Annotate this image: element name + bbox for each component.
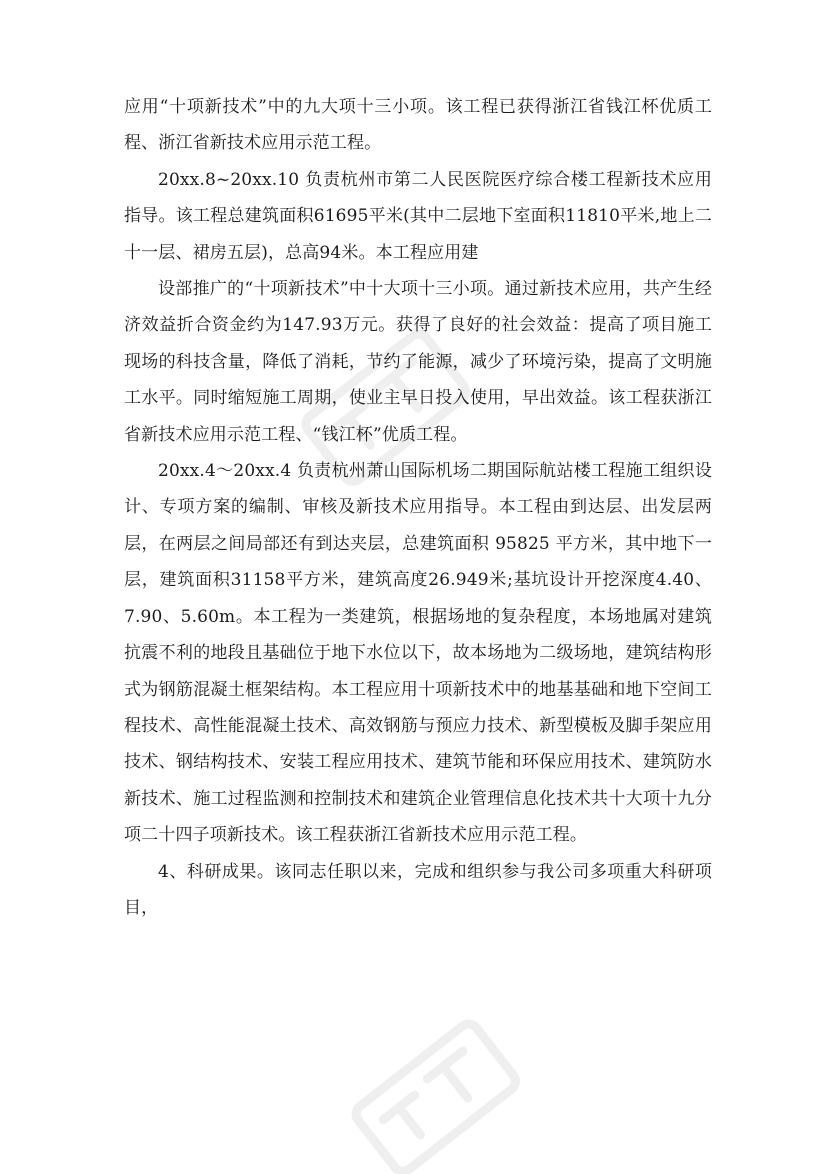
document-body: [124, 89, 712, 926]
paragraph-5: 4、科研成果。该同志任职以来，完成和组织参与我公司多项重大科研项目，: [124, 861, 712, 918]
paragraph-2: 20xx.8~20xx.10 负责杭州市第二人民医院医疗综合楼工程新技术应用指导。该工程总建筑面积61695平米(其中二层地下室面积11810平米,地上二十一层、裙房五层)，总高94米。本工程应用建: [124, 169, 712, 263]
paragraph-3: 设部推广的“十项新技术”中十大项十三小项。通过新技术应用，共产生经济效益折合资金约为147.93万元。获得了良好的社会效益：提高了项目施工现场的科技含量，降低了消耗，节约了能源，减少了环境污染，提高了文明施工水平。同时缩短施工周期，使业主早日投入使用，早出效益。该工程获浙江省新技术应用示范工程、“钱江杯”优质工程。: [124, 279, 712, 445]
paragraph-4: 20xx.4～20xx.4 负责杭州萧山国际机场二期国际航站楼工程施工组织设计、专项方案的编制、审核及新技术应用指导。本工程由到达层、出发层两层，在两层之间局部还有到达夹层，总建筑面积 95825 平方米，其中地下一层，建筑面积31158平方米，建筑高度26.949米;基坑设计开挖深度4.40、7.90、5.60m。本工程为一类建筑，根据场地的复杂程度，本场地属对建筑抗震不利的地段且基础位于地下水位以下，故本场地为二级场地，建筑结构形式为钢筋混凝土框架结构。本工程应用十项新技术中的地基基础和地下空间工程技术、高性能混凝土技术、高效钢筋与预应力技术、新型模板及脚手架应用技术、钢结构技术、安装工程应用技术、建筑节能和环保应用技术、建筑防水新技术、施工过程监测和控制技术和建筑企业管理信息化技术共十大项十九分项二十四子项新技术。该工程获浙江省新技术应用示范工程。: [124, 461, 712, 846]
paragraph-1: 应用“十项新技术”中的九大项十三小项。该工程已获得浙江省钱江杯优质工程、浙江省新技术应用示范工程。: [124, 97, 712, 154]
